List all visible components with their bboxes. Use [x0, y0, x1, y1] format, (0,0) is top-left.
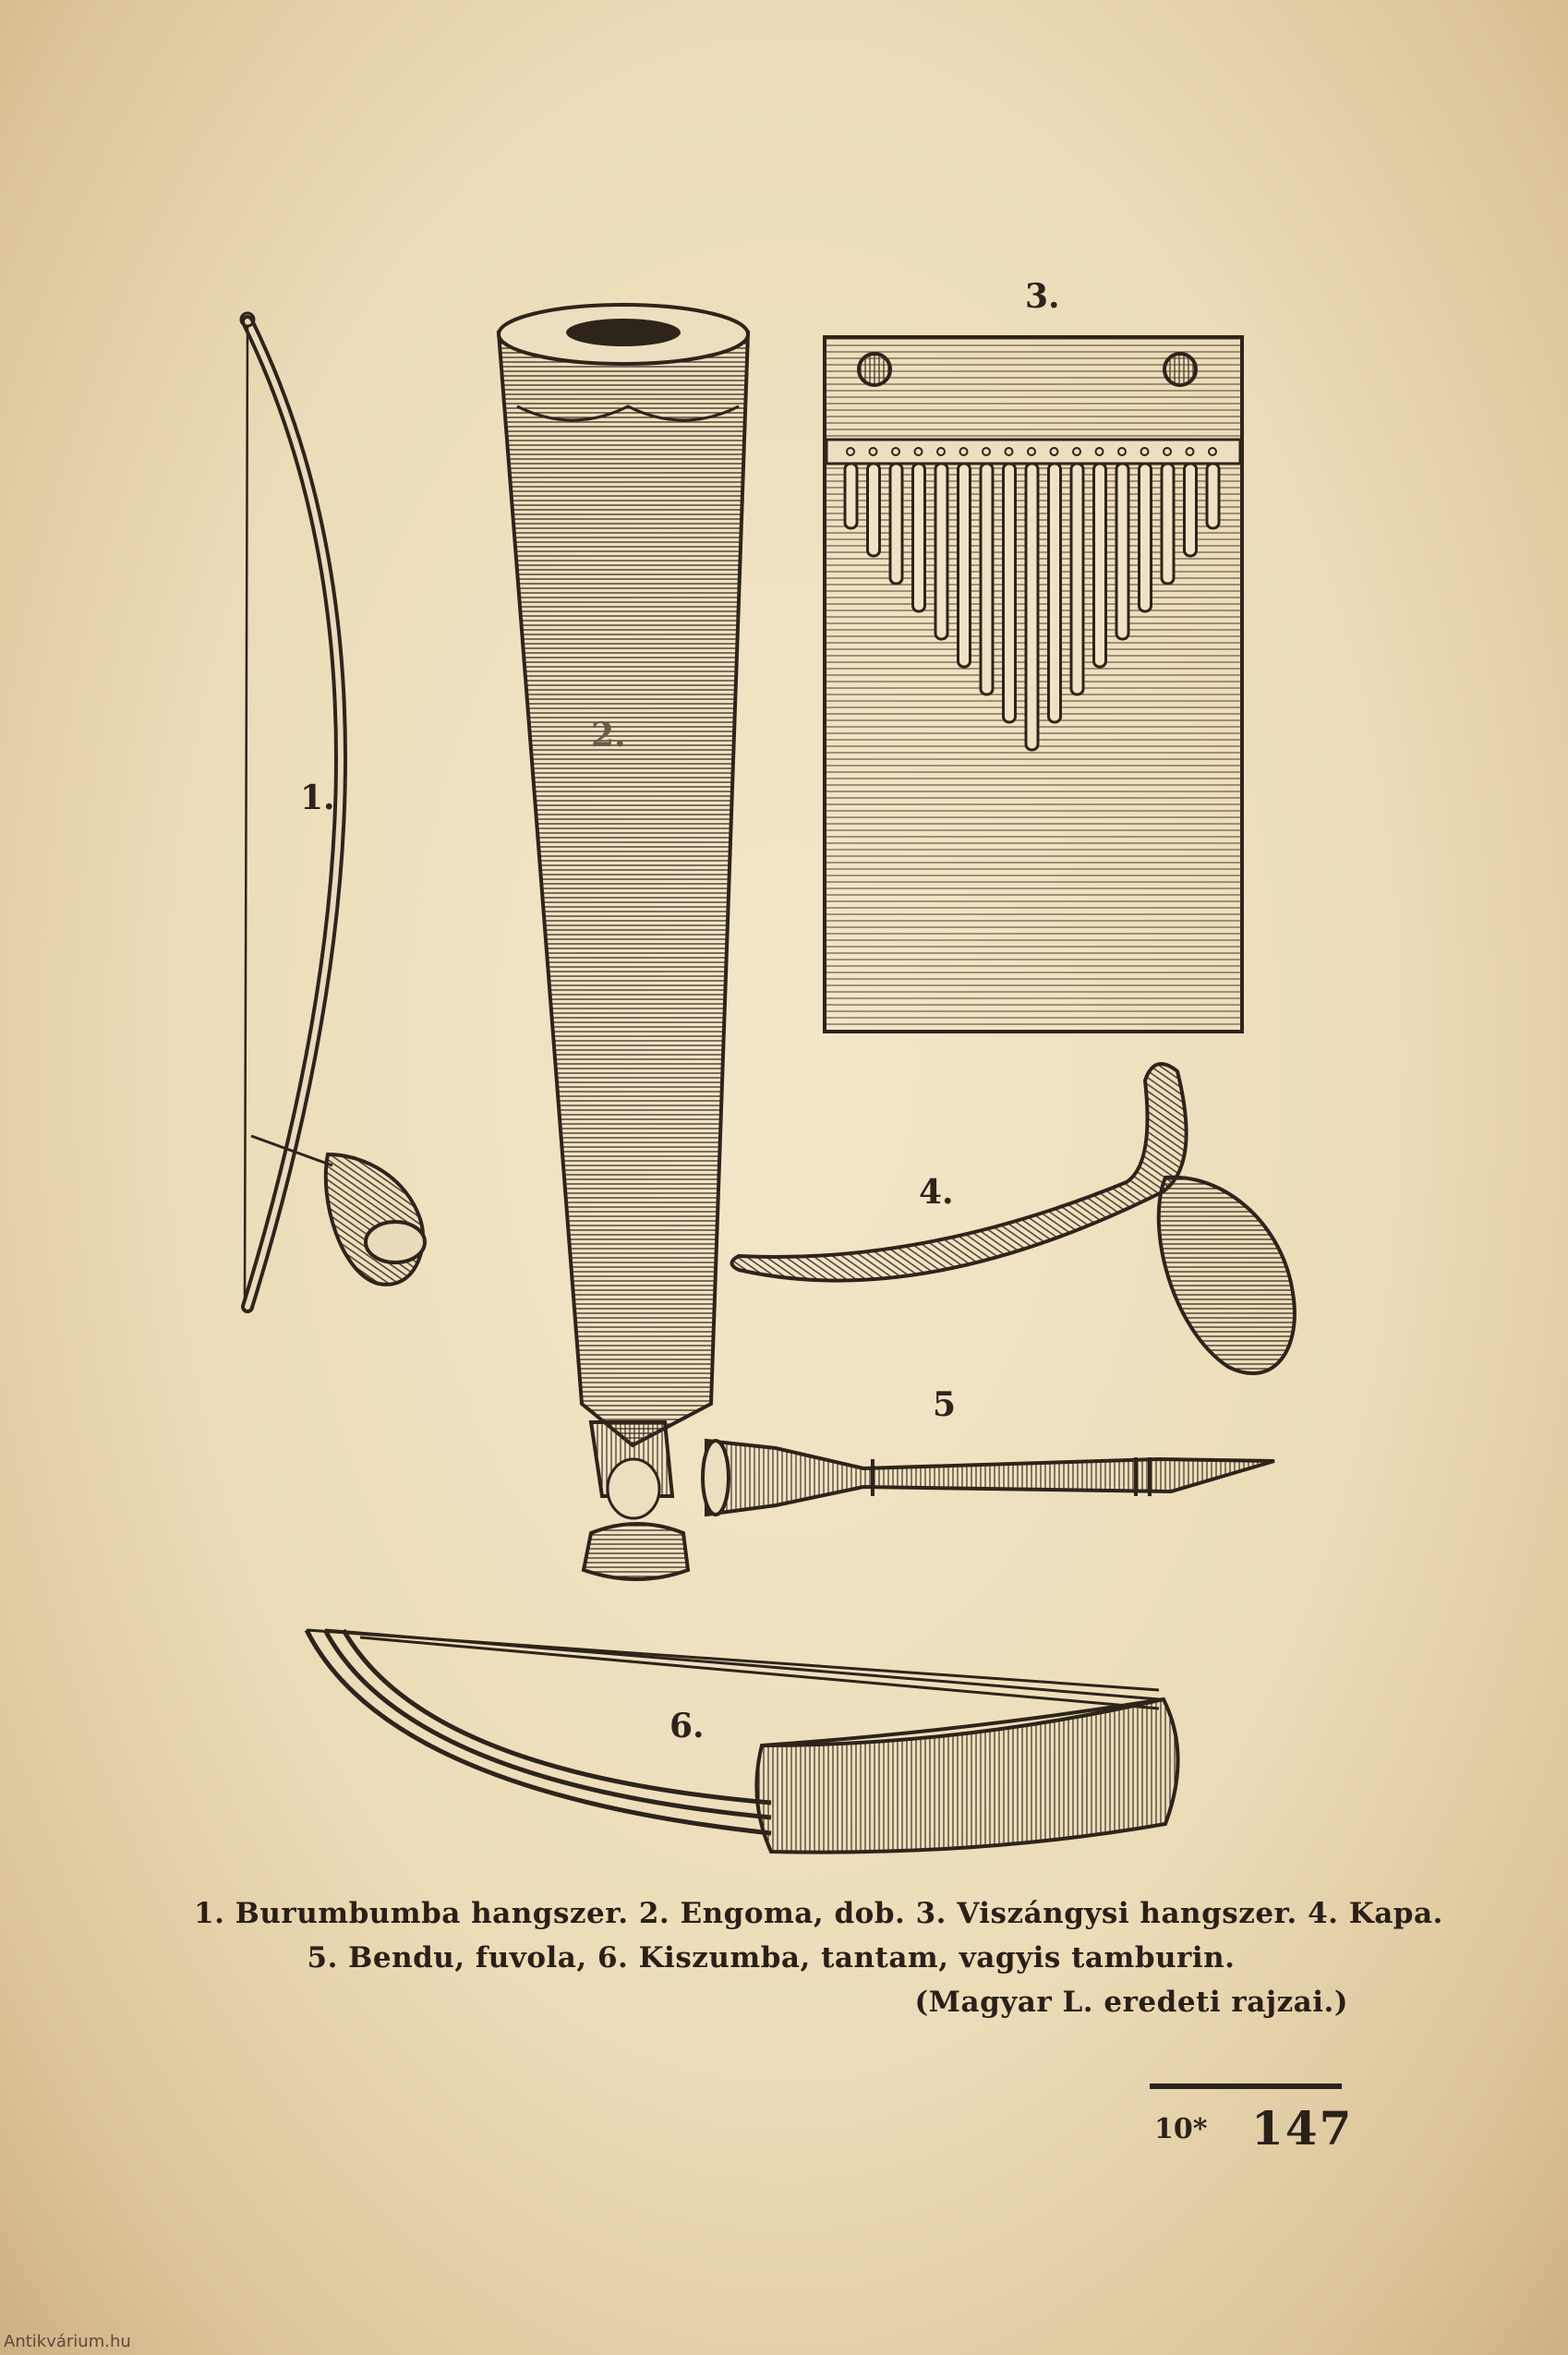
kapa-hoe-illustration	[732, 1064, 1295, 1373]
tine	[1140, 464, 1152, 611]
tine	[1049, 464, 1061, 722]
figure-label-5: 5	[933, 1385, 957, 1424]
tine	[868, 464, 880, 556]
footer-rule	[1150, 2083, 1342, 2089]
figure-label-2: 2.	[591, 716, 626, 755]
tine	[1094, 464, 1106, 667]
bendu-flute-illustration	[703, 1441, 1274, 1515]
tine	[913, 464, 925, 611]
page-number: 147	[1251, 2101, 1354, 2156]
tine	[981, 464, 993, 694]
tine	[1004, 464, 1016, 722]
tine	[935, 464, 947, 639]
figure-caption	[194, 1891, 1443, 2024]
figure-label-6: 6.	[669, 1707, 705, 1745]
caption-line-1: 1. Burumbumba hangszer. 2. Engoma, dob. 3. Viszángysi hangszer. 4. Kapa.	[194, 1897, 1443, 1930]
caption-credit: (Magyar L. eredeti rajzai.)	[914, 1986, 1348, 2019]
tine	[959, 464, 971, 667]
tine	[1162, 464, 1174, 584]
kiszumba-tambourin-illustration	[307, 1630, 1178, 1853]
tine	[845, 464, 857, 528]
watermark: Antikvárium.hu	[4, 2332, 131, 2351]
tine	[1116, 464, 1128, 639]
tine	[1207, 464, 1219, 528]
tine	[1026, 464, 1038, 750]
engoma-drum-illustration	[499, 305, 748, 1579]
figure-label-3: 3.	[1025, 277, 1060, 316]
tine	[1185, 464, 1197, 556]
viszangysi-instrument-illustration	[825, 337, 1242, 1032]
figure-label-4: 4.	[919, 1173, 954, 1212]
signature-mark: 10*	[1154, 2113, 1208, 2145]
tine	[1071, 464, 1083, 694]
tine	[890, 464, 902, 584]
figure-label-1: 1.	[300, 779, 335, 817]
caption-line-2: 5. Bendu, fuvola, 6. Kiszumba, tantam, vagyis tamburin.	[307, 1941, 1236, 1975]
